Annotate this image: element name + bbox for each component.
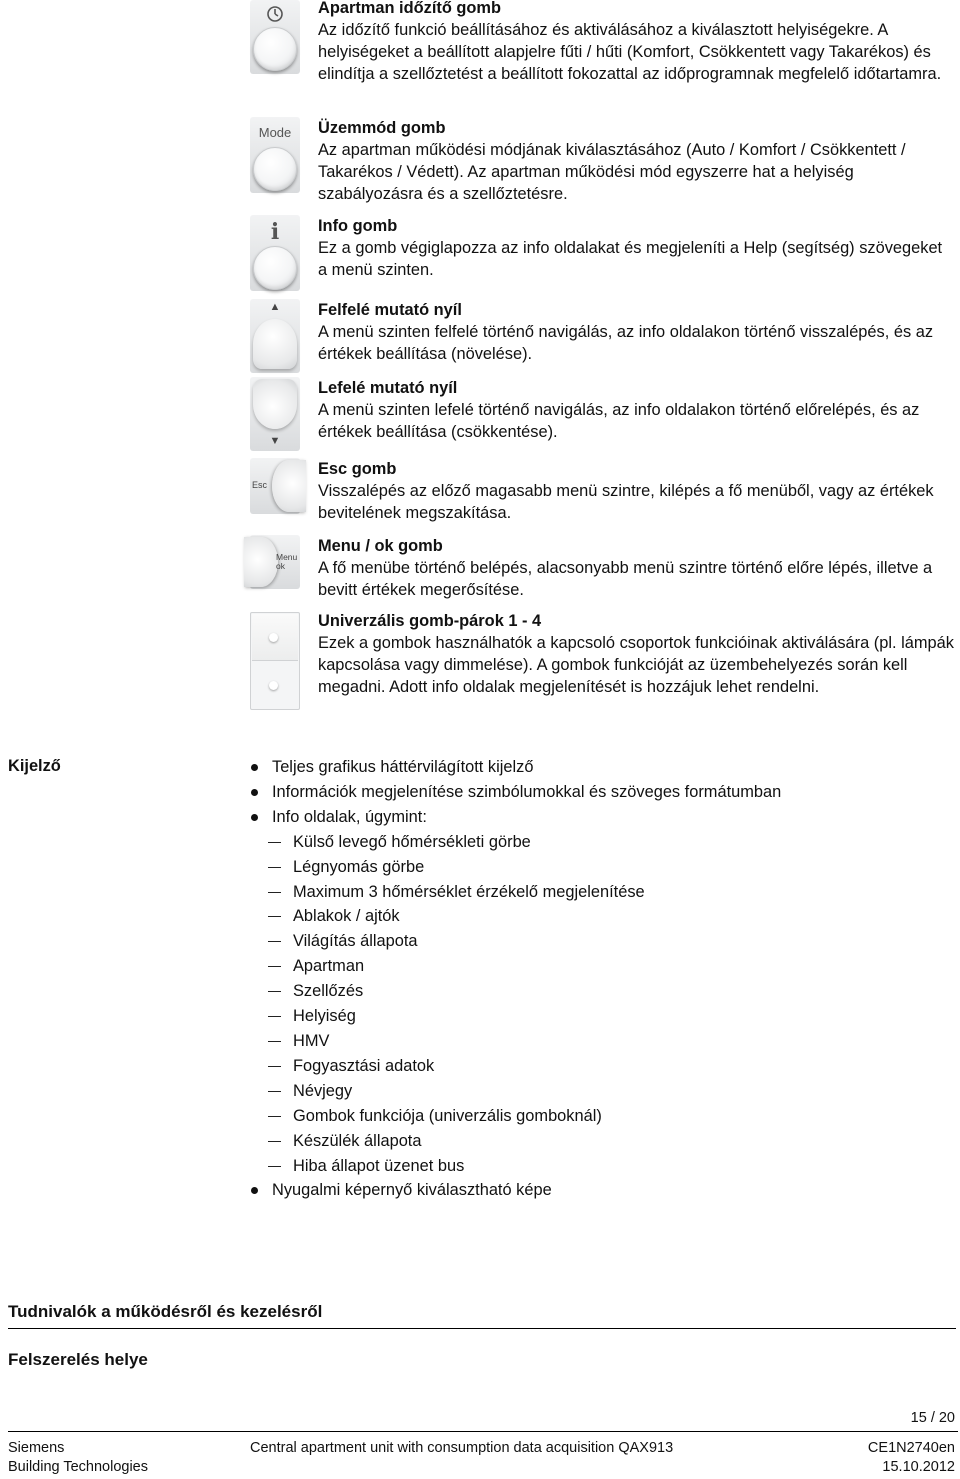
- sub-list-item: Szellőzés: [272, 979, 950, 1004]
- timer-button-icon: [250, 0, 300, 74]
- menu-ok-button-icon: [250, 535, 300, 589]
- sub-list-item: Hiba állapot üzenet bus: [272, 1154, 950, 1179]
- clock-icon: [265, 4, 285, 24]
- entry-body: A menü szinten felfelé történő navigálás, az info oldalakon történő visszalépés, és az értékek beállítása (növelése).: [318, 323, 934, 363]
- entry-body: Az időzítő funkció beállításához és aktiválásához a kiválasztott helyiségekre. A helyiségeket a beállított alapjelre fűti / hűti (Komfort, Csökkentett vagy Takarékos) és elindítja a szellőztetést a beállított fokozattal az időprogramnak megfelelő időtartamra.: [318, 21, 942, 83]
- sub-list-item: Maximum 3 hőmérséklet érzékelő megjelenítése: [272, 880, 950, 905]
- sub-list-item: Légnyomás görbe: [272, 855, 950, 880]
- entry-body: Ez a gomb végiglapozza az info oldalakat és megjeleníti a Help (segítség) szövegeket a menü szinten.: [318, 239, 943, 279]
- info-button-icon: [250, 215, 300, 291]
- list-item: Nyugalmi képernyő kiválasztható képe: [250, 1178, 950, 1203]
- entry-title: Felfelé mutató nyíl: [318, 301, 462, 319]
- up-arrow-icon: ▲: [269, 301, 281, 313]
- entry-title: Info gomb: [318, 217, 398, 235]
- info-pages-sublist: [272, 830, 950, 1179]
- sub-list-item: HMV: [272, 1029, 950, 1054]
- mode-icon-label: Mode: [258, 125, 292, 140]
- esc-icon-label: Esc: [252, 480, 268, 490]
- universal-button-pair-icon: [250, 612, 300, 710]
- list-item: Teljes grafikus háttérvilágított kijelző: [250, 755, 950, 780]
- entry-title: Univerzális gomb-párok 1 - 4: [318, 612, 542, 630]
- footer-company: Siemens: [8, 1440, 65, 1456]
- list-item: Info oldalak, úgymint: Külső levegő hőmérsékleti görbe Légnyomás görbe Maximum 3 hőmérséklet érzékelő megjelenítése Ablakok / ajtók Világítás állapota Apartman Szellőzés Helyiség HMV Fogyasztási adatok Névjegy Gombok funkciója (univerzális gomboknál) Készülék állapota Hiba állapot üzenet bus: [250, 805, 950, 1179]
- entry-title: Apartman időzítő gomb: [318, 0, 502, 17]
- heading-rule: [8, 1328, 956, 1329]
- sub-list-item: Készülék állapota: [272, 1129, 950, 1154]
- sub-list-item: Névjegy: [272, 1079, 950, 1104]
- sub-list-item: Ablakok / ajtók: [272, 904, 950, 929]
- sub-list-item: Fogyasztási adatok: [272, 1054, 950, 1079]
- footer-doc-id: CE1N2740en: [867, 1440, 955, 1456]
- heading-operation: Tudnivalók a működésről és kezelésről: [8, 1302, 323, 1321]
- up-arrow-button-icon: [250, 299, 300, 373]
- esc-button-icon: [250, 458, 300, 514]
- footer-date: 15.10.2012: [882, 1459, 955, 1475]
- entry-title: Lefelé mutató nyíl: [318, 379, 458, 397]
- section-label-kijelzo: Kijelző: [8, 757, 61, 775]
- entry-body: Az apartman működési módjának kiválasztásához (Auto / Komfort / Csökkentett / Takarékos / Védett). Az apartman működési mód egyszerre hat a helyiség szabályozásra és a szellőztetésre.: [318, 141, 906, 203]
- down-arrow-button-icon: [250, 377, 300, 451]
- down-arrow-icon: ▼: [269, 435, 281, 447]
- entry-body: Visszalépés az előző magasabb menü szintre, kilépés a fő menüből, vagy az értékek bevitelének megszakítása.: [318, 482, 934, 522]
- entry-body: A fő menübe történő belépés, alacsonyabb menü szintre történő előre lépés, illetve a bevitt értékek megerősítése.: [318, 559, 933, 599]
- entry-body: Ezek a gombok használhatók a kapcsoló csoportok funkcióinak aktiválására (pl. lámpák kapcsolása vagy dimmelése). A gombok funkcióját az üzembehelyezés során kell megadni. Adott info oldalak megjelenítését is hozzájuk lehet rendelni.: [318, 634, 954, 696]
- sub-list-item: Helyiség: [272, 1004, 950, 1029]
- heading-mounting: Felszerelés helye: [8, 1350, 148, 1369]
- mode-button-icon: [250, 117, 300, 193]
- footer-division: Building Technologies: [8, 1459, 149, 1475]
- page-number: 15 / 20: [910, 1410, 955, 1426]
- list-item: Információk megjelenítése szimbólumokkal és szöveges formátumban: [250, 780, 950, 805]
- entry-title: Esc gomb: [318, 460, 397, 478]
- footer-doc-title: Central apartment unit with consumption data acquisition QAX913: [250, 1440, 674, 1456]
- sub-list-item: Gombok funkciója (univerzális gomboknál): [272, 1104, 950, 1129]
- entry-body: A menü szinten lefelé történő navigálás, az info oldalakon történő előrelépés, és az értékek beállítása (csökkentése).: [318, 401, 920, 441]
- footer-rule: [8, 1431, 958, 1432]
- menu-ok-icon-label: Menu ok: [276, 552, 298, 571]
- sub-list-item: Külső levegő hőmérsékleti görbe: [272, 830, 950, 855]
- sub-list-item: Világítás állapota: [272, 929, 950, 954]
- entry-title: Üzemmód gomb: [318, 119, 446, 137]
- kijelzo-list: [250, 755, 950, 1203]
- sub-list-item: Apartman: [272, 954, 950, 979]
- info-icon-label: i: [270, 219, 280, 245]
- entry-title: Menu / ok gomb: [318, 537, 443, 555]
